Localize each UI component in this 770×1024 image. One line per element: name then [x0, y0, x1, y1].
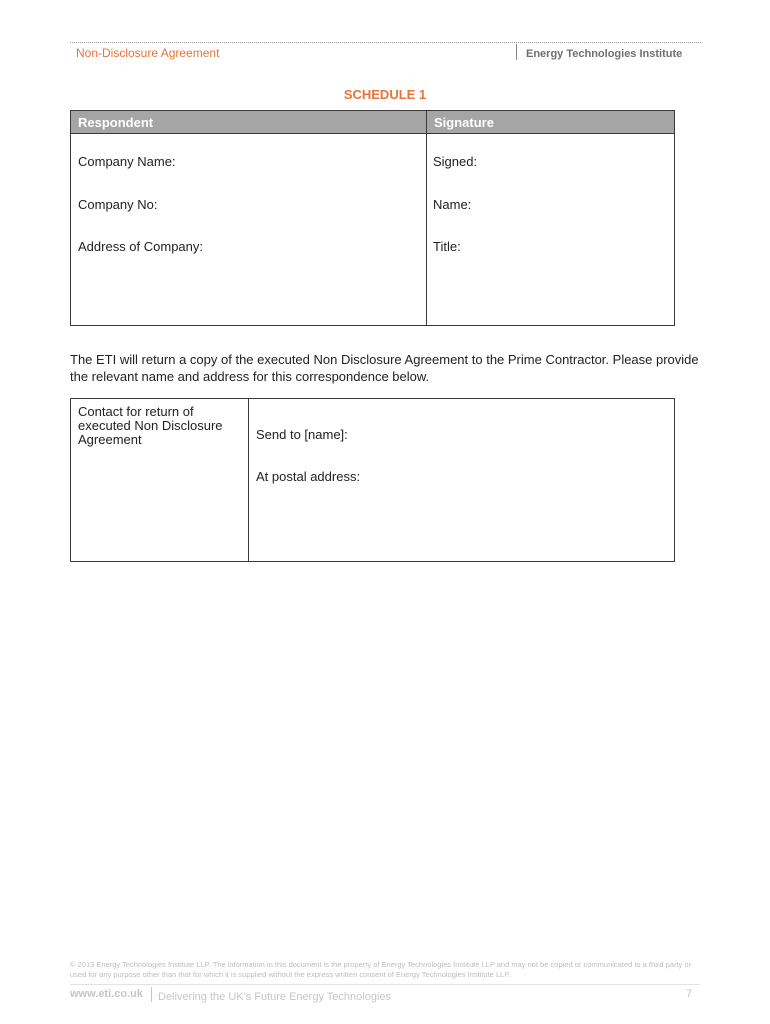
- respondent-header: Respondent: [71, 111, 427, 134]
- footer-tagline: Delivering the UK's Future Energy Technologies: [158, 991, 392, 1003]
- instruction-paragraph: The ETI will return a copy of the executed Non Disclosure Agreement to the Prime Contractor. Please provide the relevant name and address for this correspondence below.: [70, 352, 699, 384]
- signed-label: Signed:: [433, 154, 478, 169]
- company-no-label: Company No:: [78, 197, 158, 212]
- title-label: Title:: [433, 239, 461, 254]
- company-address-label: Address of Company:: [78, 239, 204, 254]
- header-rule: [70, 42, 701, 43]
- org-name: Energy Technologies Institute: [526, 48, 683, 60]
- signature-header: Signature: [427, 111, 675, 134]
- header-org: [516, 44, 682, 60]
- footer-tagline-wrap: [151, 987, 391, 1002]
- respondent-table: [70, 110, 675, 326]
- page-number: 7: [686, 988, 693, 1000]
- footer-rule: [70, 984, 700, 985]
- document-title: Non-Disclosure Agreement: [76, 46, 220, 60]
- contact-return-label: Contact for return of executed Non Disclosure Agreement: [78, 404, 223, 447]
- name-label: Name:: [433, 197, 472, 212]
- copyright-notice: © 2013 Energy Technologies Institute LLP. The information in this document is the property of Energy Technologies Institute LLP and may not be copied or communicated to a third party or used for any purpose other than that for which it is supplied without the express written consent of Energy Technologies Institute LLP.: [70, 960, 692, 979]
- send-to-label: Send to [name]:: [256, 427, 348, 442]
- company-name-label: Company Name:: [78, 154, 176, 169]
- schedule-title: SCHEDULE 1: [343, 87, 427, 102]
- postal-address-label: At postal address:: [256, 469, 361, 484]
- website-link[interactable]: www.eti.co.uk: [70, 988, 143, 1000]
